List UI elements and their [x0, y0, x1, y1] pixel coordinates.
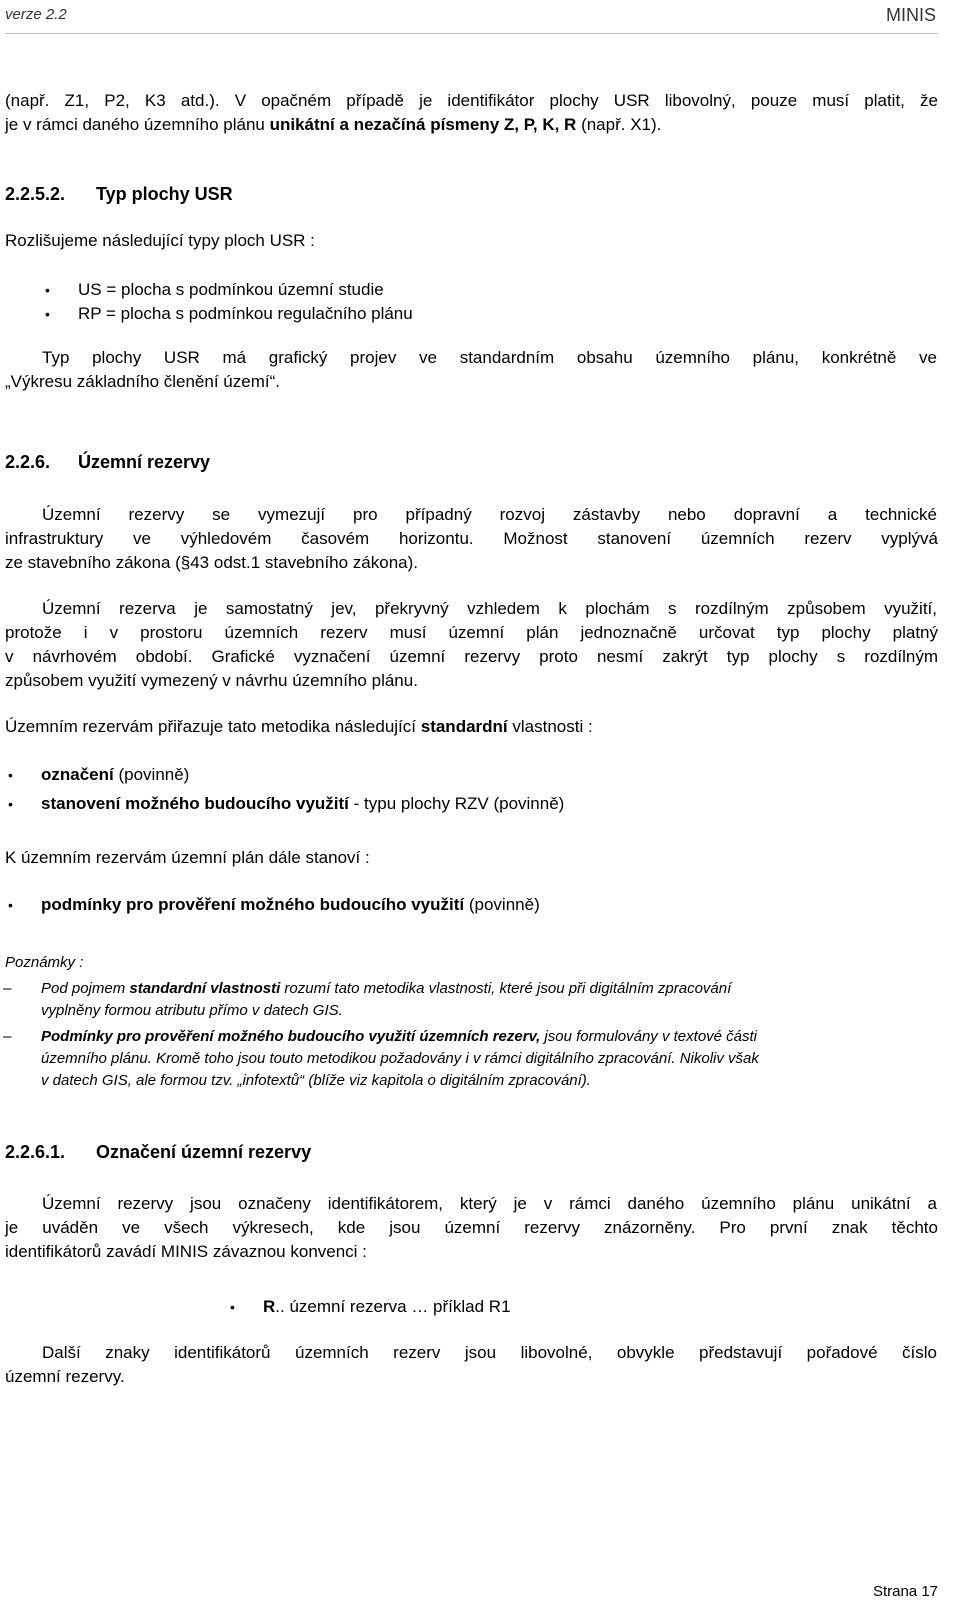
prop-vyuziti: stanovení možného budoucího využití — [41, 794, 349, 813]
intro-line-2-post: (např. X1). — [576, 115, 662, 134]
rezervy-p2-line-3: v návrhovém období. Grafické vyznačení územní rezervy proto nesmí zakrýt typ plochy s rozdílným — [5, 647, 938, 666]
oznaceni-p1-line-1: Územní rezervy jsou označeny identifikátorem, který je v rámci daného územního plánu unikátní a — [42, 1194, 937, 1213]
note-2-bold: Podmínky pro prověření možného budoucího využití územních rezerv, — [41, 1028, 541, 1045]
oznaceni-p2-line-1: Další znaky identifikátorů územních rezerv jsou libovolné, obvykle představují pořadové číslo — [42, 1343, 937, 1362]
header-divider — [5, 33, 938, 34]
bullet-icon: • — [8, 767, 13, 783]
heading-2252-number: 2.2.5.2. — [5, 184, 66, 204]
heading-226 — [5, 450, 938, 474]
heading-2252-title: Typ plochy USR — [96, 184, 233, 204]
bullet-icon: • — [230, 1299, 235, 1315]
rezervy-p2-line-2: protože i v prostoru územních rezerv musí územní plán jednoznačně určovat typ plochy platný — [5, 623, 938, 642]
bullet-icon: • — [8, 796, 13, 812]
note-1-pre: Pod pojmem — [41, 980, 130, 997]
rezervy-p3-post: vlastnosti : — [507, 717, 593, 736]
dash-icon: – — [3, 980, 12, 997]
rezervy-p2-line-4: způsobem využití vymezený v návrhu územního plánu. — [5, 671, 418, 690]
note-2-line-2: územního plánu. Kromě toho jsou touto metodikou požadovány i v rámci digitálního zpracování. Nikoliv však — [41, 1050, 759, 1067]
heading-2261-number: 2.2.6.1. — [5, 1142, 66, 1162]
example-code: R — [263, 1297, 276, 1316]
bullet-icon: • — [8, 897, 13, 913]
prop-oznaceni: označení — [41, 765, 114, 784]
rezervy-p4: K územním rezervám územní plán dále stanoví : — [5, 848, 370, 867]
prop-vyuziti-rest: - typu plochy RZV (povinně) — [348, 794, 565, 813]
rezervy-p1-line-2: infrastruktury ve výhledovém časovém horizontu. Možnost stanovení územních rezerv vyplývá — [5, 529, 938, 548]
bullet-icon: • — [45, 282, 50, 298]
header-version: verze 2.2 — [5, 6, 67, 23]
note-1-line-2: vyplněny formou atributu přímo v datech GIS. — [41, 1002, 343, 1019]
oznaceni-p1-line-2: je uváděn ve všech výkresech, kde jsou územní rezervy znázorněny. Pro první znak těchto — [5, 1218, 938, 1237]
heading-226-title: Územní rezervy — [78, 452, 211, 472]
prop-oznaceni-rest: (povinně) — [113, 765, 190, 784]
example-text: .. územní rezerva … příklad R1 — [275, 1297, 511, 1316]
heading-2261-title: Označení územní rezervy — [96, 1142, 312, 1162]
list-item — [8, 792, 565, 816]
usr-type-rp: RP = plocha s podmínkou regulačního plánu — [78, 304, 413, 323]
rezervy-p1-line-1: Územní rezervy se vymezují pro případný rozvoj zástavby nebo dopravní a technické — [42, 505, 937, 524]
list-item — [230, 1295, 511, 1319]
header-brand: MINIS — [885, 5, 936, 25]
intro-line-2-pre: je v rámci daného územního plánu — [5, 115, 270, 134]
usr-lead: Rozlišujeme následující typy ploch USR : — [5, 231, 315, 250]
notes-heading: Poznámky : — [5, 954, 84, 971]
list-item — [8, 893, 540, 917]
usr-type-us: US = plocha s podmínkou územní studie — [78, 280, 384, 299]
dash-icon: – — [3, 1028, 12, 1045]
note-1 — [3, 978, 937, 1022]
rezervy-p3 — [5, 715, 938, 739]
prop-podminky: podmínky pro prověření možného budoucího využití — [41, 895, 465, 914]
intro-line-1: (např. Z1, P2, K3 atd.). V opačném případě je identifikátor plochy USR libovolný, pouze musí platit, že — [5, 91, 938, 110]
heading-226-number: 2.2.6. — [5, 452, 51, 472]
note-1-bold: standardní vlastnosti — [129, 980, 281, 997]
note-2 — [3, 1026, 937, 1092]
oznaceni-p1-line-3: identifikátorů zavádí MINIS závaznou konvenci : — [5, 1242, 367, 1261]
intro-line-2-bold: unikátní a nezačíná písmeny Z, P, K, R — [269, 115, 577, 134]
bullet-icon: • — [45, 306, 50, 322]
rezervy-p1-line-3: ze stavebního zákona (§43 odst.1 stavebního zákona). — [5, 553, 418, 572]
rezervy-p3-pre: Územním rezervám přiřazuje tato metodika následující — [5, 717, 421, 736]
usr-para-line-1: Typ plochy USR má grafický projev ve standardním obsahu územního plánu, konkrétně ve — [42, 348, 937, 367]
oznaceni-p2-line-2: územní rezervy. — [5, 1367, 125, 1386]
heading-2252 — [5, 182, 938, 206]
page-number: Strana 17 — [872, 1583, 938, 1600]
note-2-line-3: v datech GIS, ale formou tzv. „infotextů“ (blíže viz kapitola o digitálním zpracování). — [41, 1072, 591, 1089]
heading-2261 — [5, 1140, 938, 1164]
intro-line-2 — [5, 113, 938, 137]
note-1-post: rozumí tato metodika vlastnosti, které jsou při digitálním zpracování — [280, 980, 732, 997]
rezervy-p3-bold: standardní — [420, 717, 508, 736]
note-2-post: jsou formulovány v textové části — [540, 1028, 758, 1045]
usr-para-line-2: „Výkresu základního členění území“. — [5, 372, 280, 391]
list-item — [8, 763, 190, 787]
rezervy-p2-line-1: Územní rezerva je samostatný jev, překryvný vzhledem k plochám s rozdílným způsobem využití, — [42, 599, 937, 618]
list-item — [45, 302, 413, 326]
prop-podminky-rest: (povinně) — [464, 895, 540, 914]
list-item — [45, 278, 384, 302]
